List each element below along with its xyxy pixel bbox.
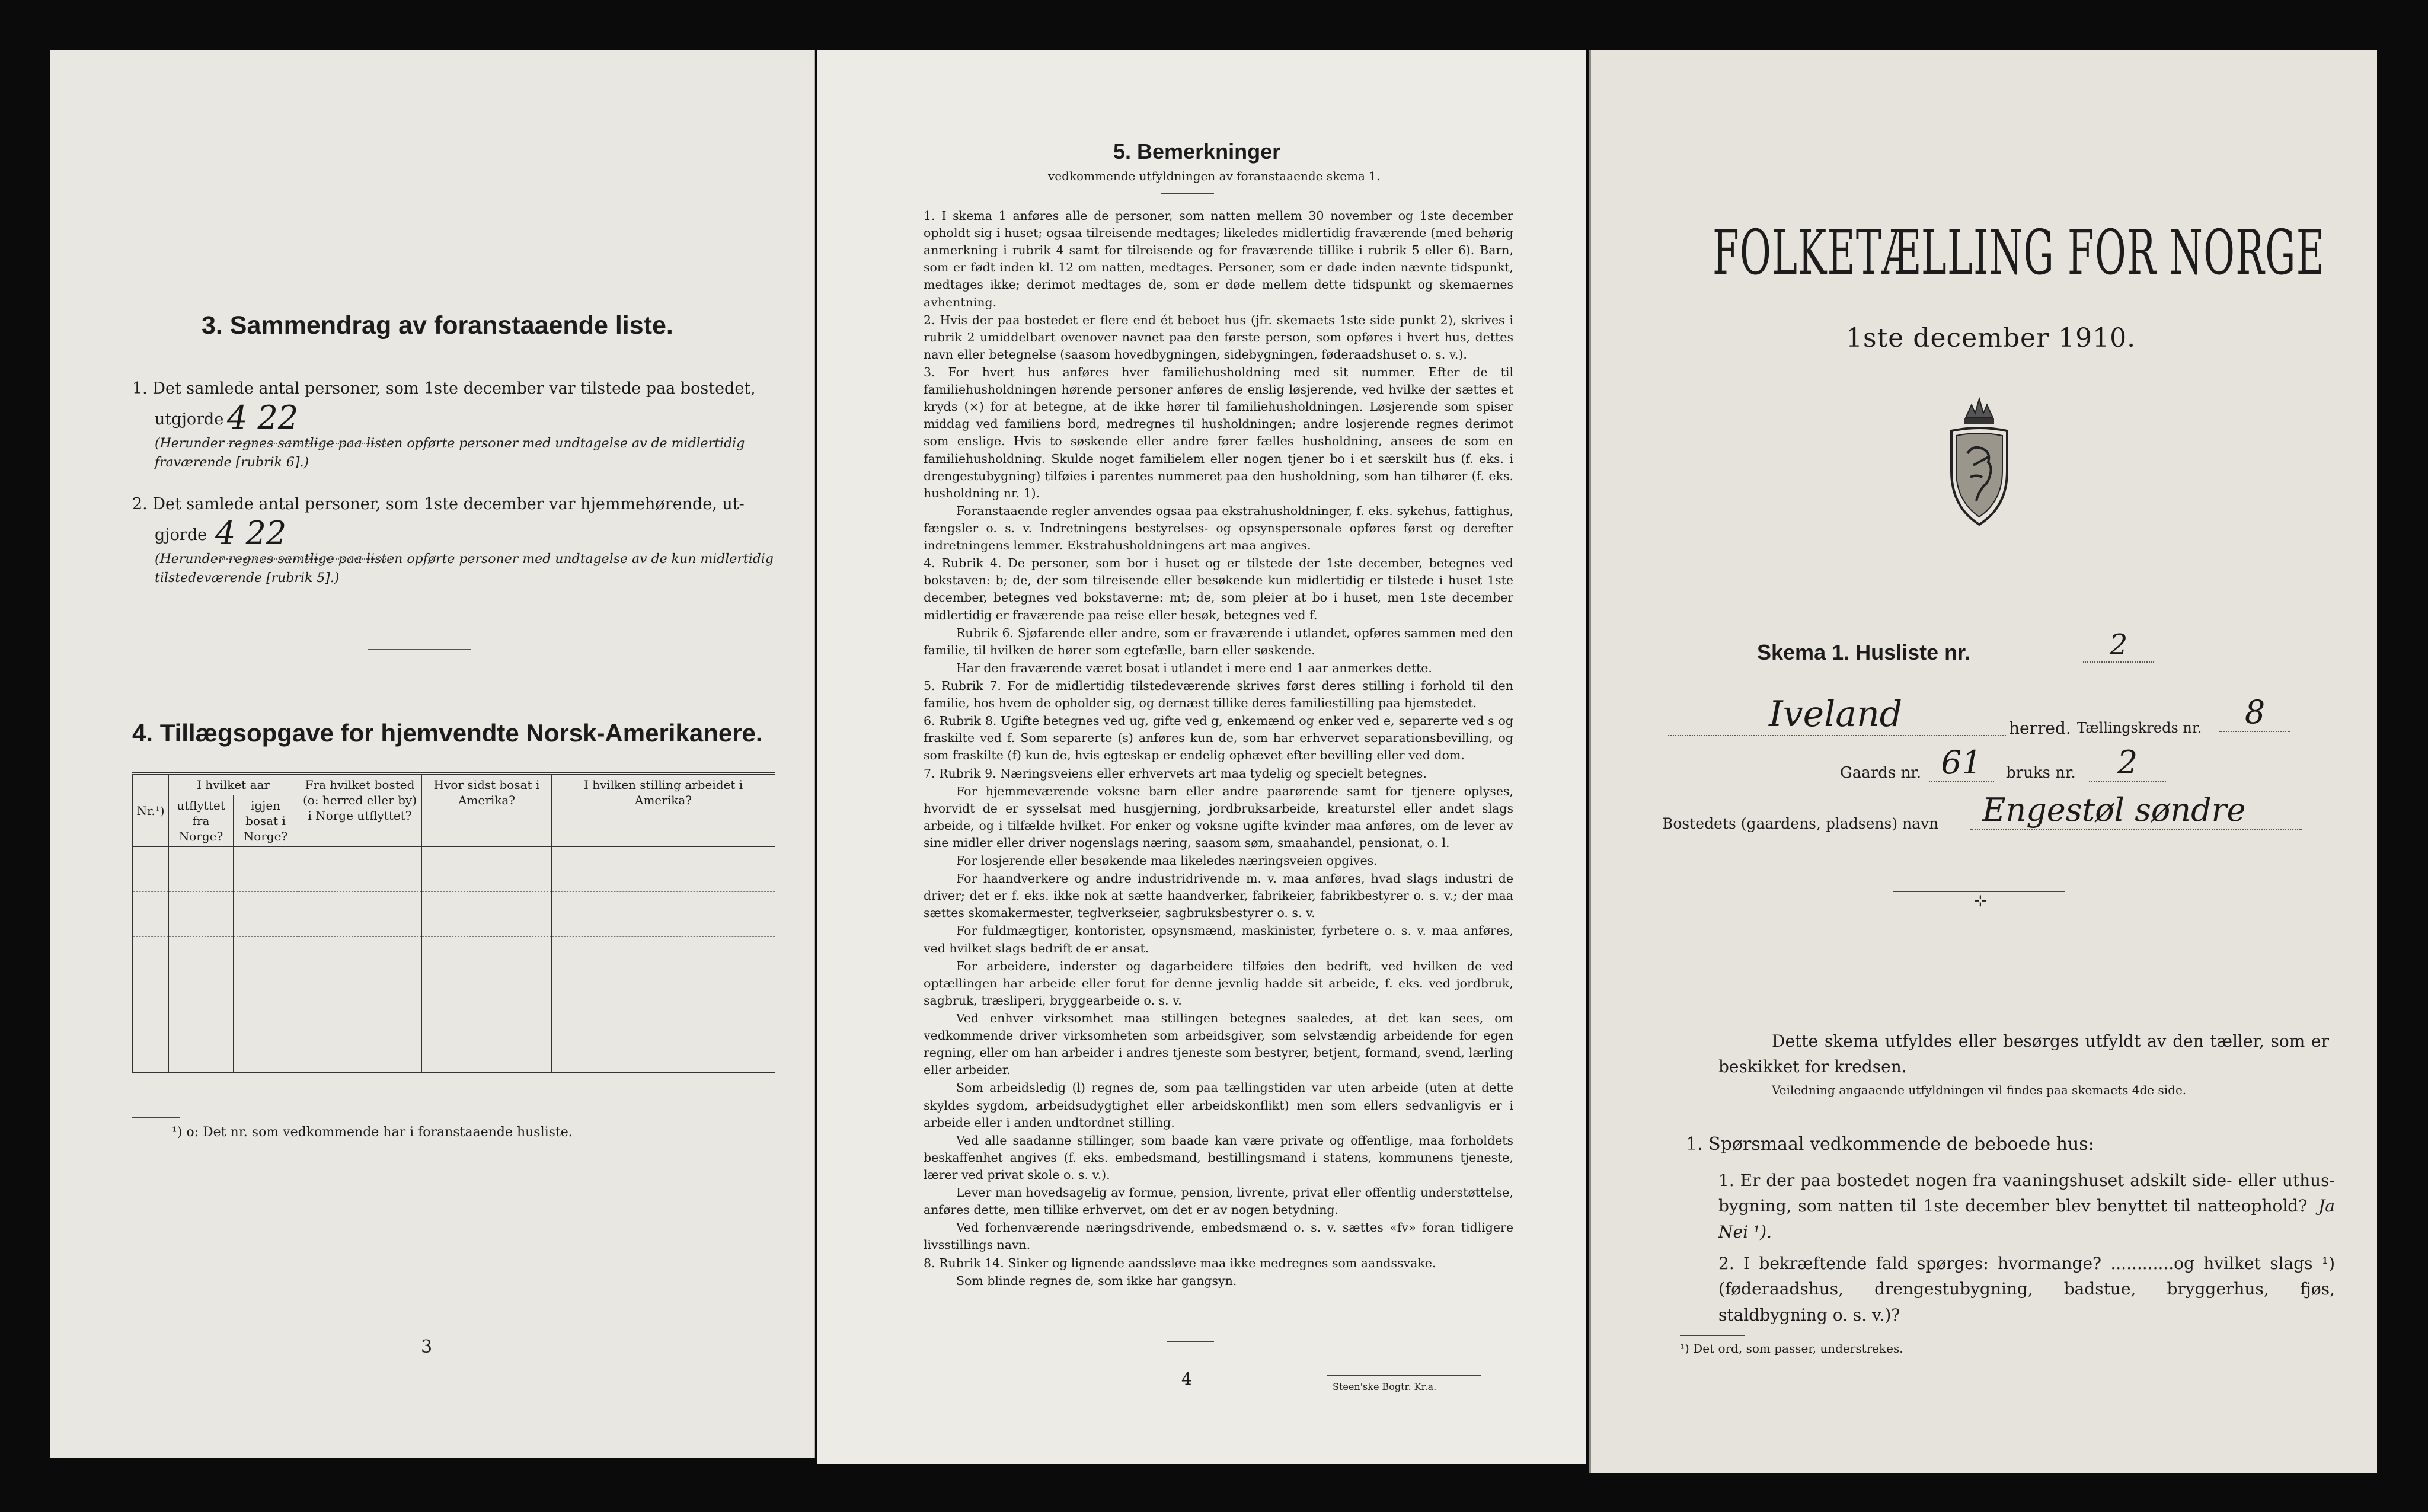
table-footnote: ¹) o: Det nr. som vedkommende har i foranstaaende husliste. [172,1125,573,1140]
intro-small: Veiledning angaaende utfyldningen vil findes paa skemaets 4de side. [1772,1083,2187,1097]
remark-2: 2. Hvis der paa bostedet er flere end ét beboet hus (jfr. skemaets 1ste side punkt 2), skrives i rubrik 2 umiddelbart ovenover navnet paa den første person, som opføres i hvert hus, dettes navn eller betegnelse (saasom hovedbygningen, sidebygningen, føderaadshuset o. s. v.). [924,312,1513,362]
col-fra-bosted: Fra hvilket bosted (o: herred eller by) i Norge utflyttet? [298,773,422,847]
schema-label: Skema 1. Husliste nr. [1757,640,1971,664]
questions-title [1686,1134,2094,1155]
remark-5: 5. Rubrik 7. For de midlertidig tilstedeværende skrives først deres stilling i forhold til den familie, hos hvem de opholder sig, og dernæst tillike deres familiestilling paa hjemstedet. [924,678,1513,711]
herred-label: herred. [2009,718,2071,738]
remark-4b: Rubrik 6. Sjøfarende eller andre, som er fraværende i utlandet, opføres sammen med den familie, til hvilken de hører som egtefælle, barn eller søskende. [924,625,1513,657]
table-row [133,847,775,892]
remark-7d: For haandverkere og andre industridrivende m. v. maa anføres, hvad slags industri de driver; det er f. eks. ikke nok at sætte haandverker, fabrikeier, fabrikbestyrer o. s. v.; der maa sættes skomakermester, teglverkseier, sagbruksbestyrer o. s. v. [924,871,1513,920]
page3-footnote: ¹) Det ord, som passer, understrekes. [1680,1341,1903,1356]
remark-3b: Foranstaaende regler anvendes ogsaa paa ekstrahusholdninger, f. eks. sykehus, fattighus, fængsler o. s. v. Indretningens bestyrelses- og opsynspersonale opføres først og derefter indretningens lemmer. Ekstrahusholdningens art maa angives. [924,503,1513,553]
table-row [133,1027,775,1073]
page-left [50,50,815,1458]
gaards-row [1840,744,2314,791]
col-stilling: I hvilken stilling arbeidet i Amerika? [552,773,775,847]
printer-imprint: Steen'ske Bogtr. Kr.a. [1333,1381,1437,1392]
printer-rule [1327,1375,1481,1376]
remark-8: 8. Rubrik 14. Sinker og lignende aandssløve maa ikke medregnes som aandssvake. [924,1255,1436,1270]
census-title: FOLKETÆLLING FOR NORGE [1713,216,2325,289]
remark-4: 4. Rubrik 4. De personer, som bor i huset og er tilstede der 1ste december, betegnes ved bokstaven: b; de, der som tilreisende eller besøkende kun midlertidig er tilstede i huset 1ste december, betegnes ved bokstaverne: mt; de, som pleier at bo i huset, men 1ste december midlertidig er fraværende paa reise eller besøk, betegnes ved f. [924,556,1513,622]
remark-7e: For fuldmægtiger, kontorister, opsynsmænd, maskinister, fyrbetere o. s. v. maa anføres, ved hvilket slags bedrift de er ansat. [924,923,1513,955]
footnote-rule [132,1117,180,1118]
kreds-nr-handwritten: 8 [2219,693,2290,732]
footnote-rule [1680,1335,1745,1336]
gaards-label: Gaards nr. [1840,764,1922,782]
remark-7b: For hjemmeværende voksne barn eller andre paarørende samt for tjenere oplyses, hvorvidt de er sysselsat med husgjerning, jordbruksarbeide, kreaturstel eller andet slags arbeide, og i tilfælde hvilket. For enker og voksne ugifte kvinder maa anføres, om de lever av sine midler eller driver nogenslags næring, saasom søm, smaahandel, pensionat, o. l. [924,784,1513,850]
gjorde-label: gjorde [155,525,207,544]
divider [1167,1341,1214,1342]
col-utflyttet: utflyttet fra Norge? [169,795,234,847]
question-1-answer: Ja Nei ¹). [1718,1196,2335,1242]
page-right [1589,50,2377,1473]
question-1 [1718,1168,2335,1245]
section-3-title: 3. Sammendrag av foranstaaende liste. [202,311,673,340]
summary-item-2-note: (Herunder regnes samtlige paa listen opførte personer med undtagelse av de kun midlertidig tilstedeværende [rubrik 5].) [155,551,774,586]
question-1-text: 1. Er der paa bostedet nogen fra vaaningshuset adskilt side- eller uthus-bygning, som natten til 1ste december blev benyttet til natteophold? [1718,1171,2335,1216]
remarks-title: 5. Bemerkninger [1113,139,1281,164]
husliste-nr-handwritten: 2 [2083,628,2154,663]
bosted-row [1662,791,2350,845]
divider [1161,193,1214,194]
col-group-year: I hvilket aar [169,773,298,795]
remark-7h: Som arbeidsledig (l) regnes de, som paa tællingstiden var uten arbeide (uten at dette skyldes sygdom, arbeidsudygtighet eller arbeidskonflikt) men som ellers sedvanligvis er i arbeide eller i anden undtordnet stilling. [924,1081,1513,1130]
census-date: 1ste december 1910. [1846,323,2136,353]
remark-7i: Ved alle saadanne stillinger, som baade kan være private og offentlige, maa forholdets beskaffenhet angives (f. eks. embedsmand, bestillingsmand i statens, kommunens tjeneste, lærer ved privat skole o. s. v.). [924,1133,1513,1182]
questions-title-text: 1. Spørsmaal vedkommende de beboede hus: [1686,1134,2094,1155]
remark-3: 3. For hvert hus anføres hver familiehusholdning med sit nummer. Efter de til familiehusholdningen hørende personer anføres de enslig løsjerende, ved hvilke der sættes et kryds (×) for at betegne, at de ikke hører til familiehusholdningen. Løsjerende som spiser middag ved familiens bord, medregnes til husholdningen; andre losjerende regnes derimot som enslige. Hvis to søskende eller andre fører fælles husholdning, ansees de som en familiehusholdning. Skulde noget familielem eller nogen tjener bo i et særskilt hus (f. eks. i drengestubygning) tilføies i parentes nummeret paa den husholdning, som han tilhører (f. eks. husholdning nr. 1). [924,365,1513,500]
col-hvor-amerika: Hvor sidst bosat i Amerika? [422,773,552,847]
summary-item-1-note: (Herunder regnes samtlige paa listen opførte personer med undtagelse av de midlertidig fraværende [rubrik 6].) [155,436,745,470]
remark-7j: Lever man hovedsagelig av formue, pension, livrente, privat eller offentlig understøttelse, anføres dette, men tillike erhvervet, om det er av nogen betydning. [924,1185,1513,1217]
divider [368,649,471,650]
coat-of-arms-icon [1941,394,2018,530]
kreds-label: Tællingskreds nr. [2077,720,2202,736]
page-middle [817,50,1586,1464]
remark-7f: For arbeidere, inderster og dagarbeidere tilføies den bedrift, ved hvilken de ved optællingen har arbeide eller forut for denne jevnlig hadde sit arbeide, f. eks. ved jordbruk, sagbruk, træsliperi, bryggearbeide o. s. v. [924,958,1513,1008]
gaards-nr-handwritten: 61 [1929,744,1994,782]
section-4-title: 4. Tillægsopgave for hjemvendte Norsk-Amerikanere. [132,719,763,747]
remark-6: 6. Rubrik 8. Ugifte betegnes ved ug, gifte ved g, enkemænd og enker ved e, separerte ved s og fraskilte ved f. Som separerte (s) anføres kun de, som har erhvervet separationsbevilling, og som fraskilte (f) kun de, hvis egteskap er endelig ophævet efter bevilling eller ved dom. [924,714,1513,763]
utgjorde-label: utgjorde [155,410,224,429]
bosted-label: Bostedets (gaardens, pladsens) navn [1662,815,1939,832]
remark-4c: Har den fraværende været bosat i utlandet i mere end 1 aar anmerkes dette. [956,660,1432,675]
resident-count-handwritten: 4 22 [215,509,393,560]
table-row [133,937,775,982]
remark-7k: Ved forhenværende næringsdrivende, embedsmænd o. s. v. sættes «fv» foran tidligere livsstillings navn. [924,1220,1513,1252]
norsk-amerikanere-table [132,772,775,1073]
table-row [133,892,775,937]
bosted-handwritten: Engestøl søndre [1970,791,2302,830]
present-count-handwritten: 4 22 [227,393,393,444]
page-number: 4 [1181,1369,1192,1389]
remark-7c: For losjerende eller besøkende maa likeledes næringsveien opgives. [956,854,1378,868]
summary-item-1 [132,376,775,472]
bruks-nr-handwritten: 2 [2089,744,2166,782]
remark-8b: Som blinde regnes de, som ikke har gangsyn. [956,1273,1237,1288]
herred-handwritten: Iveland [1668,693,2006,736]
ornament-icon: ⊹ [1974,892,1987,910]
summary-item-2-text: 2. Det samlede antal personer, som 1ste december var hjemmehørende, ut- [132,495,745,513]
summary-item-1-text: 1. Det samlede antal personer, som 1ste december var tilstede paa bostedet, [132,379,756,398]
remarks-subtitle: vedkommende utfyldningen av foranstaaende skema 1. [1048,169,1381,183]
bruks-label: bruks nr. [2006,764,2076,782]
summary-item-2 [132,492,775,588]
herred-row [1668,693,2350,747]
col-nr: Nr.¹) [133,773,169,847]
remark-1: 1. I skema 1 anføres alle de personer, som natten mellem 30 november og 1ste december opholdt sig i huset; ogsaa tilreisende medtages; likeledes midlertidig fraværende (med behørig anmerkning i rubrik 4 samt for tilreisende og for fraværende tillike i rubrik 5 eller 6). Barn, som er født inden kl. 12 om natten, medtages. Personer, som er døde inden nævnte tidspunkt, medtages ikke; derimot medtages de, som er døde mellem dette tidspunkt og skemaernes avhentning. [924,209,1513,309]
table-row [133,982,775,1027]
remarks-list [903,207,1513,1290]
question-2: 2. I bekræftende fald spørges: hvormange? ............og hvilket slags ¹) (føderaadshus, drengestubygning, badstue, bryggerhus, fjøs, staldbygning o. s. v.)? [1718,1254,2335,1325]
remark-7: 7. Rubrik 9. Næringsveiens eller erhvervets art maa tydelig og specielt betegnes. [924,766,1427,781]
col-igjen-bosat: igjen bosat i Norge? [234,795,298,847]
page-number: 3 [421,1337,433,1357]
remark-7g: Ved enhver virksomhet maa stillingen betegnes saaledes, at det kan sees, om vedkommende driver virksomheten som arbeidsgiver, som selvstændig arbeidende for egen regning, eller om han arbeider i andres tjeneste som bestyrer, betjent, formand, svend, lærling eller arbeider. [924,1011,1513,1078]
intro-text: Dette skema utfyldes eller besørges utfyldt av den tæller, som er beskikket for kredsen. [1718,1031,2329,1077]
